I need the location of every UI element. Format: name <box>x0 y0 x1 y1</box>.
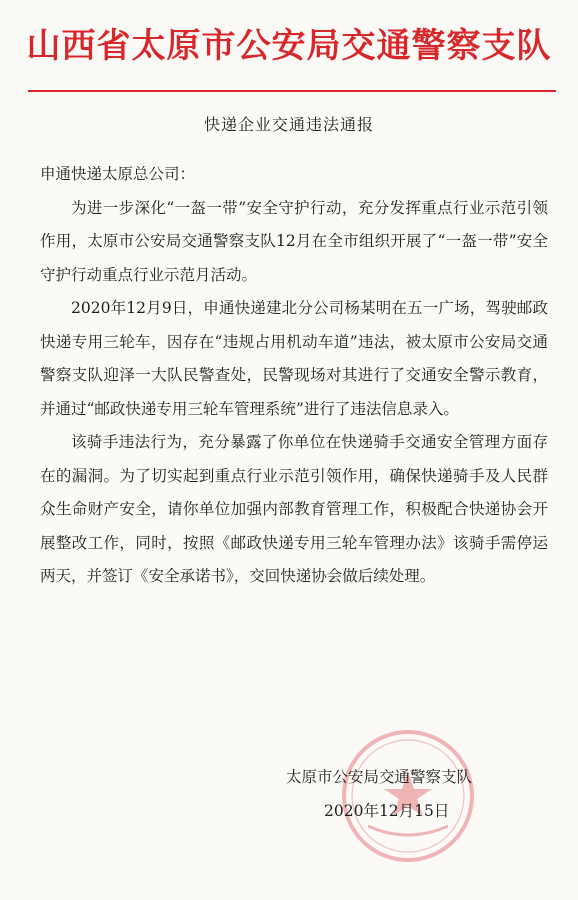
signature-date: 2020年12月15日 <box>324 802 450 820</box>
document-body <box>40 158 548 594</box>
signature-org: 太原市公安局交通警察支队 <box>286 768 473 786</box>
letterhead-divider <box>28 90 556 92</box>
signature-block <box>286 760 546 828</box>
paragraph-3: 该骑手违法行为，充分暴露了你单位在快递骑手交通安全管理方面存在的漏洞。为了切实起到重点行业示范引领作用，确保快递骑手及人民群众生命财产安全，请你单位加强内部教育管理工作，积极配合快递协会开展整改工作，同时，按照《邮政快递专用三轮车管理办法》该骑手需停运两天，并签订《安全承诺书》，交回快递协会做后续处理。 <box>40 433 548 585</box>
document-title: 快递企业交通违法通报 <box>203 115 374 134</box>
paragraph-2: 2020年12月9日，申通快递建北分公司杨某明在五一广场，驾驶邮政快递专用三轮车，因存在“违规占用机动车道”违法，被太原市公安局交通警察支队迎泽一大队民警查处，民警现场对其进行了交通安全警示教育，并通过“邮政快递专用三轮车管理系统”进行了违法信息录入。 <box>40 299 548 418</box>
salutation: 申通快递太原总公司： <box>40 165 196 183</box>
paragraph-1: 为进一步深化“一盔一带”安全守护行动，充分发挥重点行业示范引领作用，太原市公安局交通警察支队12月在全市组织开展了“一盔一带”安全守护行动重点行业示范月活动。 <box>40 198 548 284</box>
letterhead: 山西省太原市公安局交通警察支队 <box>26 26 552 66</box>
